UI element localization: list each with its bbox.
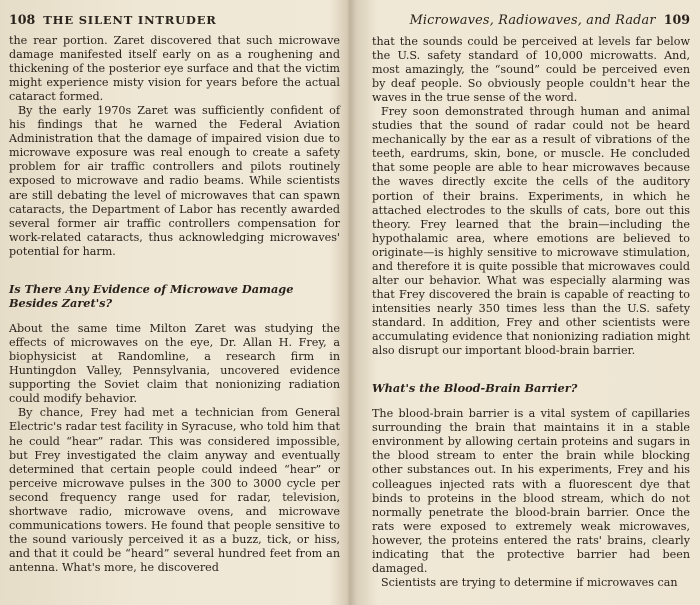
left-header <box>9 12 340 27</box>
right-page <box>352 0 700 605</box>
left-paragraph-2: By the early 1970s Zaret was sufficiently confident of his findings that he warned the Federal Aviation Administration that the damage of impaired vision due to microwave exposure was real enough to create a safety problem for air traffic controllers and pilots routinely exposed to microwave and radio beams. While scientists are still debating the level of microwaves that can spawn cataracts, the Department of Labor has recently awarded several former air traffic controllers compensation for work-related cataracts, thus acknowledging microwaves' potential for harm. <box>9 104 340 258</box>
left-running-head: THE SILENT INTRUDER <box>43 13 217 27</box>
left-paragraph-1: the rear portion. Zaret discovered that such microwave damage manifested itself early on as a roughening and thickening of the posterior eye surface and that the victim might experience misty vision for years before the actual cataract formed. <box>9 34 340 104</box>
right-paragraph-1: that the sounds could be perceived at levels far below the U.S. safety standard of 10,000 microwatts. And, most amazingly, the “sound” could be perceived even by deaf people. So obviously people couldn't hear the waves in the true sense of the word. <box>372 35 690 105</box>
right-paragraph-4: Scientists are trying to determine if microwaves can <box>381 575 678 589</box>
right-running-head: Microwaves, Radiowaves, and Radar <box>409 13 656 28</box>
right-paragraph-2: Frey soon demonstrated through human and animal studies that the sound of radar could not be heard mechanically by the ear as a result of vibrations of the teeth, eardrums, skin, bone, or muscle. He concluded that some people are able to hear microwaves because the waves directly excite the cells of the auditory portion of their brains. Experiments, in which he attached electrodes to the skulls of cats, bore out this theory. Frey learned that the brain—including the hypothalamic area, where emotions are believed to originate—is highly sensitive to microwave stimulation, and therefore it is quite possible that microwaves could alter our behavior. What was especially alarming was that Frey discovered the brain is capable of reacting to intensities nearly 350 times less than the U.S. safety standard. In addition, Frey and other scientists were accumulating evidence that nonionizing radiation might also disrupt our important blood-brain barrier. <box>372 105 690 358</box>
left-paragraph-3: About the same time Milton Zaret was studying the effects of microwaves on the eye, Dr. Allan H. Frey, a biophysicist at Randomline, a research firm in Huntingdon Valley, Pennsylvania, uncovered evidence supporting the Soviet claim that nonionizing radiation could modify behavior. <box>9 322 340 406</box>
left-section-heading: Is There Any Evidence of Microwave Damage Besides Zaret's? <box>9 281 294 310</box>
right-paragraph-3: The blood-brain barrier is a vital system of capillaries surrounding the brain that maintains it in a stable environment by allowing certain proteins and sugars in the blood stream to enter the brain while blocking other substances out. In his experiments, Frey and his colleagues injected rats with a fluorescent dye that binds to proteins in the blood stream, which do not normally penetrate the blood-brain barrier. Once the rats were exposed to extremely weak microwaves, however, the proteins entered the rats' brains, clearly indicating that the protective barrier had been damaged. <box>372 407 690 575</box>
left-page-number: 108 <box>9 12 36 27</box>
right-page-number: 109 <box>663 12 690 27</box>
left-page <box>0 0 348 605</box>
right-section-heading: What's the Blood-Brain Barrier? <box>372 381 578 396</box>
left-paragraph-4: By chance, Frey had met a technician from General Electric's radar test facility in Syracuse, who told him that he could “hear” radar. This was considered impossible, but Frey investigated the claim anyway and eventually determined that certain people could indeed “hear” or perceive microwave pulses in the 300 to 3000 cycle per second frequency range used for radar, television, shortwave radio, microwave ovens, and microwave communications towers. He found that people sensitive to the sound variously perceived it as a buzz, tick, or hiss, and that it could be “heard” several hundred feet from an antenna. What's more, he discovered <box>9 406 340 574</box>
right-header <box>372 12 690 28</box>
